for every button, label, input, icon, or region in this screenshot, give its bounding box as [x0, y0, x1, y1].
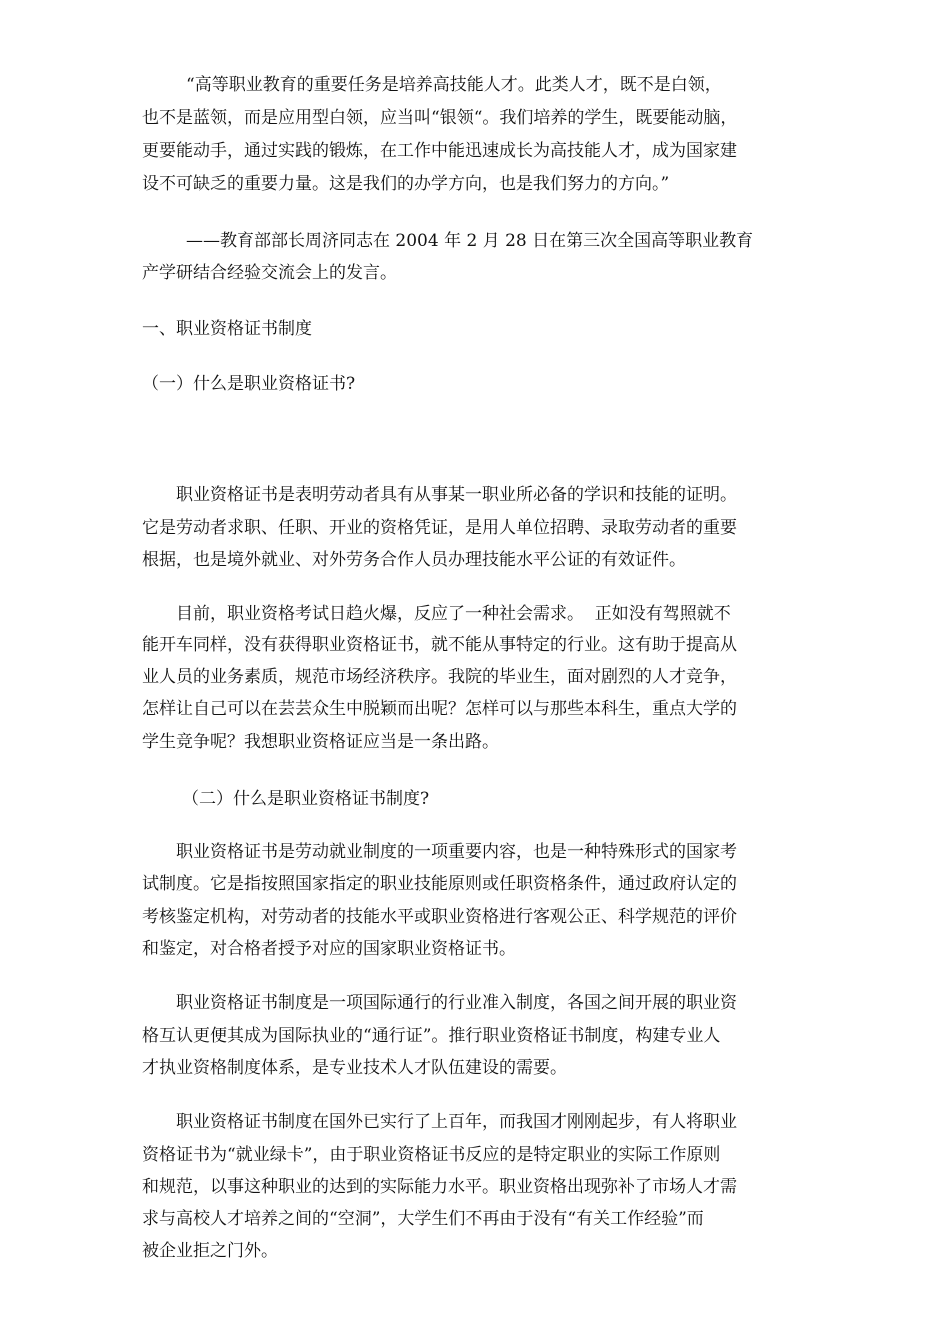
paragraph-line: 求与高校人才培养之间的“空洞”，大学生们不再由于没有“有关工作经验”而 [142, 1209, 704, 1229]
subsection-heading: （一）什么是职业资格证书? [142, 374, 356, 394]
paragraph-line: 职业资格证书是表明劳动者具有从事某一职业所必备的学识和技能的证明。 [176, 485, 737, 505]
quote-line: 设不可缺乏的重要力量。这是我们的办学方向，也是我们努力的方向。” [142, 174, 670, 194]
paragraph-line: 和鉴定，对合格者授予对应的国家职业资格证书。 [142, 939, 516, 959]
paragraph-line: 和规范，以事这种职业的达到的实际能力水平。职业资格出现弥补了市场人才需 [142, 1177, 737, 1197]
paragraph-line: 能开车同样，没有获得职业资格证书，就不能从事特定的行业。这有助于提高从 [142, 635, 737, 655]
paragraph-line: 被企业拒之门外。 [142, 1241, 278, 1261]
paragraph-line: 怎样让自己可以在芸芸众生中脱颖而出呢？怎样可以与那些本科生，重点大学的 [142, 699, 737, 719]
attribution-line: 产学研结合经验交流会上的发言。 [142, 263, 397, 283]
paragraph-line: 格互认更便其成为国际执业的“通行证”。推行职业资格证书制度，构建专业人 [142, 1026, 721, 1046]
section-heading: 一、职业资格证书制度 [142, 319, 312, 339]
paragraph-line: 学生竞争呢？我想职业资格证应当是一条出路。 [142, 732, 499, 752]
paragraph-line: 职业资格证书制度是一项国际通行的行业准入制度，各国之间开展的职业资 [176, 993, 737, 1013]
paragraph-line: 职业资格证书是劳动就业制度的一项重要内容，也是一种特殊形式的国家考 [176, 842, 737, 862]
paragraph-line: 目前，职业资格考试日趋火爆，反应了一种社会需求。 正如没有驾照就不 [176, 604, 731, 624]
paragraph-line: 业人员的业务素质，规范市场经济秩序。我院的毕业生，面对剧烈的人才竞争， [142, 667, 737, 687]
quote-line: 也不是蓝领，而是应用型白领，应当叫“银领“。我们培养的学生，既要能动脑， [142, 108, 738, 128]
subsection-heading: （二）什么是职业资格证书制度? [182, 789, 430, 809]
attribution-line: ——教育部部长周济同志在 2004 年 2 月 28 日在第三次全国高等职业教育 [186, 231, 754, 251]
paragraph-line: 职业资格证书制度在国外已实行了上百年，而我国才刚刚起步，有人将职业 [176, 1112, 737, 1132]
paragraph-line: 考核鉴定机构，对劳动者的技能水平或职业资格进行客观公正、科学规范的评价 [142, 907, 737, 927]
quote-line: 更要能动手，通过实践的锻炼，在工作中能迅速成长为高技能人才，成为国家建 [142, 141, 737, 161]
paragraph-line: 它是劳动者求职、任职、开业的资格凭证，是用人单位招聘、录取劳动者的重要 [142, 518, 737, 538]
quote-line: “高等职业教育的重要任务是培养高技能人才。此类人才，既不是白领， [186, 75, 722, 95]
paragraph-line: 才执业资格制度体系，是专业技术人才队伍建设的需要。 [142, 1058, 567, 1078]
paragraph-line: 试制度。它是指按照国家指定的职业技能原则或任职资格条件，通过政府认定的 [142, 874, 737, 894]
paragraph-line: 根据，也是境外就业、对外劳务合作人员办理技能水平公证的有效证件。 [142, 550, 686, 570]
paragraph-line: 资格证书为“就业绿卡”，由于职业资格证书反应的是特定职业的实际工作原则 [142, 1145, 721, 1165]
